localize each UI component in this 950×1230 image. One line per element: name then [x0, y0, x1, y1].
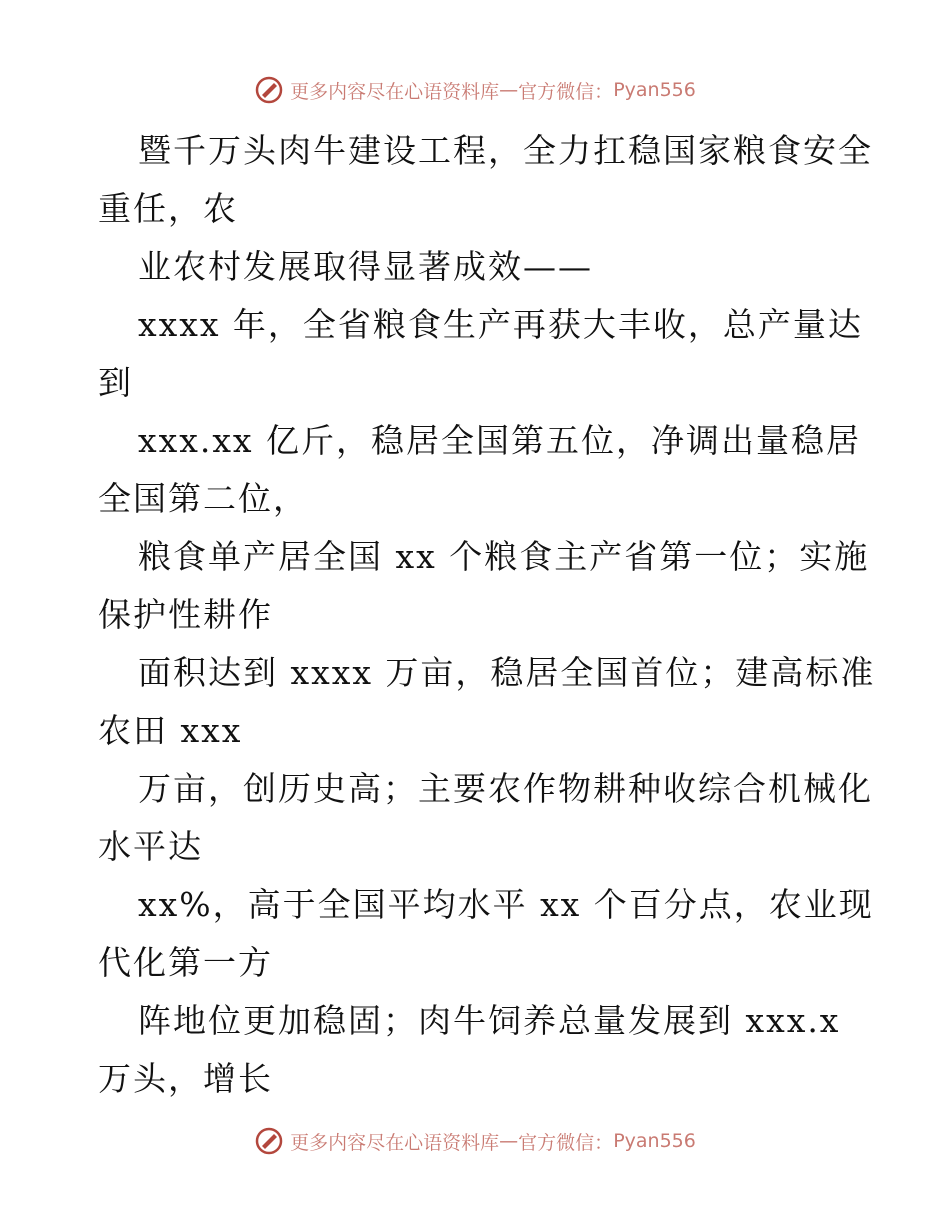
paragraph [98, 412, 862, 528]
paragraph [98, 644, 876, 760]
watermark-handle: Pyan556 [613, 1130, 696, 1152]
watermark-separator: — [499, 1130, 519, 1152]
paragraph-line: 代化第一方 [98, 943, 273, 982]
brand-logo-icon [254, 1126, 284, 1156]
paragraph-line: 水平达 [98, 827, 203, 866]
paragraph-line: 阵地位更加稳固；肉牛饲养总量发展到 xxx.x [138, 1001, 841, 1040]
brand-logo-icon [254, 75, 284, 105]
paragraph-line: xx%，高于全国平均水平 xx 个百分点，农业现 [138, 885, 874, 924]
paragraph-line: 农田 xxx [98, 711, 243, 750]
paragraph [98, 528, 870, 644]
paragraph-line: 粮食单产居全国 xx 个粮食主产省第一位；实施 [138, 537, 870, 576]
paragraph [98, 296, 863, 412]
paragraph [98, 760, 873, 876]
watermark-text: 更多内容尽在心语资料库 [290, 1131, 500, 1154]
paragraph-line: 业农村发展取得显著成效—— [138, 247, 593, 286]
paragraph-line: 重任，农 [98, 189, 238, 228]
paragraph-line: 面积达到 xxxx 万亩，稳居全国首位；建高标准 [138, 653, 876, 692]
paragraph-line: 万亩，创历史高；主要农作物耕种收综合机械化 [138, 769, 873, 808]
watermark-handle: Pyan556 [613, 79, 696, 101]
document-body [98, 122, 876, 1108]
paragraph-line: 到 [98, 363, 133, 402]
paragraph-line: 保护性耕作 [98, 595, 273, 634]
paragraph [98, 122, 873, 238]
watermark-wechat-label: 官方微信： [518, 1131, 614, 1154]
footer-watermark [0, 1123, 950, 1159]
paragraph [98, 876, 874, 992]
paragraph-line: 暨千万头肉牛建设工程，全力扛稳国家粮食安全 [138, 131, 873, 170]
watermark-text: 更多内容尽在心语资料库 [290, 80, 500, 103]
watermark-wechat-label: 官方微信： [518, 80, 614, 103]
watermark-separator: — [499, 79, 519, 101]
header-watermark [0, 72, 950, 108]
paragraph-line: xxxx 年，全省粮食生产再获大丰收，总产量达 [138, 305, 863, 344]
paragraph-line: 全国第二位， [98, 479, 308, 518]
paragraph-line: xxx.xx 亿斤，稳居全国第五位，净调出量稳居 [138, 421, 862, 460]
paragraph [98, 992, 858, 1108]
paragraph [98, 238, 858, 296]
paragraph-line: 万头，增长 [98, 1059, 273, 1098]
